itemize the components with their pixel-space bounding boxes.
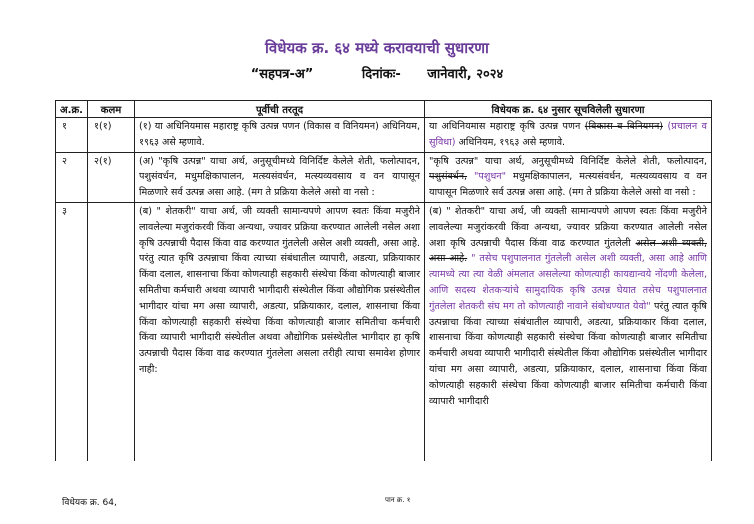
page-number: पान क्र. १	[385, 496, 411, 504]
cell-proposed-amendment	[425, 202, 712, 461]
column-header-old-provision: पूर्वीची तरतूद	[135, 101, 425, 118]
inserted-text: (प्रचालन व सुविधा)	[429, 121, 707, 148]
deleted-text: (विकास व विनियमन)	[584, 121, 664, 132]
amendment-text: अधिनियम, १९६३ असे म्हणावे.	[458, 136, 566, 148]
cell-clause: २(१)	[88, 152, 135, 202]
inserted-text: " तसेच पशुपालनात गुंतलेली असेल अशी व्यक्ती, असा आहे आणि त्यामध्ये त्या त्या वेळी अंमलात असलेल्या कोणत्याही कायद्यान्वये नोंदणी केलेला, आणि सदस्य शेतकऱ्यांचे सामुदायिक कृषि उत्पन्न घेयात तसेच पशुपालनात गुंतलेला शेतकरी संघ मग तो कोणत्याही नावाने संबोधण्यात येवो"	[429, 253, 707, 312]
table-header-row	[56, 101, 712, 118]
amendment-text: (ब) " शेतकरी" याचा अर्थ, जी व्यक्ती सामान्यपणे आपण स्वतः किंवा मजुरीने लावलेल्या मजुरांकरवी किंवा अन्यथा, ज्यावर प्रक्रिया करण्यात आलेली नसेल अशा कृषि उत्पन्नाची पैदास किंवा वाढ करण्यात गुंतलेली	[429, 205, 707, 249]
annexure-label: “सहपत्र-अ”	[250, 67, 314, 82]
cell-sr: १	[56, 118, 88, 153]
cell-clause	[88, 202, 135, 461]
cell-proposed-amendment	[425, 152, 712, 202]
amendment-text: या अधिनियमास महाराष्ट्र कृषि उत्पन्न पणन	[429, 121, 581, 132]
column-header-sr: अ.क्र.	[56, 101, 88, 118]
amendment-text: मधुमक्षिकापालन, मत्स्यसंवर्धन, मत्स्यव्यवसाय व वन यापासून मिळणारे सर्व उत्पन्न असा आहे. (मग ते प्रक्रिया केलेले असो वा नसो :	[429, 171, 707, 199]
deleted-text: असेल अशी व्यक्ती, असा आहे.	[429, 237, 707, 265]
cell-old-provision: (ब) " शेतकरी" याचा अर्थ, जी व्यक्ती सामान्यपणे आपण स्वतः किंवा मजुरीने लावलेल्या मजुरांकरवी किंवा अन्यथा, ज्यावर प्रक्रिया करण्यात आलेली नसेल अशा कृषि उत्पन्नाची पैदास किंवा वाढ करण्यात गुंतलेली असेल अशी व्यक्ती, असा आहे. परंतु त्यात कृषि उत्पन्नाचा किंवा त्याच्या संबंधातील व्यापारी, अडत्या, प्रक्रियाकार किंवा दलाल, शासनाचा किंवा कोणत्याही सहकारी संस्थेचा किंवा कोणत्याही बाजार समितीचा कर्मचारी अथवा व्यापारी भागीदारी संस्थेतील किंवा औद्योगिक प्रसंस्थेतील भागीदार यांचा मग असा व्यापारी, अडत्या, प्रक्रियाकार, दलाल, शासनाचा किंवा किंवा कोणत्याही सहकारी संस्थेचा किंवा कोणत्याही बाजार समितीचा कर्मचारी किंवा व्यापारी भागीदारी संस्थेतील अथवा औद्योगिक प्रसंस्थेतील भागीदार हा कृषि उत्पन्नाची पैदास किंवा वाढ करण्यात गुंतलेला असला तरीही त्याचा समावेश होणार नाही:	[135, 202, 425, 461]
table-row	[56, 118, 712, 153]
column-header-proposed-amendment: विधेयक क्र. ६४ नुसार सूचविलेली सुधारणा	[425, 101, 712, 118]
cell-sr: २	[56, 152, 88, 202]
document-title: विधेयक क्र. ६४ मध्ये करावयाची सुधारणा	[265, 39, 489, 57]
cell-proposed-amendment	[425, 118, 712, 153]
table-row	[56, 202, 712, 461]
cell-sr: ३	[56, 202, 88, 461]
amendment-text: परंतु त्यात कृषि उत्पन्नाचा किंवा त्याच्या संबंधातील व्यापारी, अडत्या, प्रक्रियाकार किंवा दलाल, शासनाचा किंवा कोणत्याही सहकारी संस्थेचा किंवा कोणत्याही बाजार समितीचा कर्मचारी अथवा व्यापारी भागीदारी संस्थेतील किंवा औद्योगिक प्रसंस्थेतील भागीदार यांचा मग असा व्यापारी, अडत्या, प्रक्रियाकार, दलाल, शासनाचा किंवा किंवा कोणत्याही सहकारी संस्थेचा किंवा कोणत्याही बाजार समितीचा कर्मचारी किंवा व्यापारी भागीदारी	[429, 300, 707, 407]
date-value: जानेवारी, २०२४	[427, 67, 504, 82]
column-header-clause: कलम	[88, 101, 135, 118]
amendment-text: "कृषि उत्पन्न" याचा अर्थ, अनुसूचीमध्ये विनिर्दिष्ट केलेले शेती, फलोत्पादन,	[429, 155, 707, 167]
cell-old-provision: (अ) "कृषि उत्पन्न" याचा अर्थ, अनुसूचीमध्ये विनिर्दिष्ट केलेले शेती, फलोत्पादन, पशुसंवर्धन, मधुमक्षिकापालन, मत्स्यसंवर्धन, मत्स्यव्यवसाय व वन यापासून मिळणारे सर्व उत्पन्न असा आहे. (मग ते प्रक्रिया केलेले असो वा नसो :	[135, 152, 425, 202]
footer-bill-number: विधेयक क्र. 64,	[62, 498, 117, 508]
table-row	[56, 152, 712, 202]
cell-old-provision: (१) या अधिनियमास महाराष्ट्र कृषि उत्पन्न पणन (विकास व विनियमन) अधिनियम, १९६३ असे म्हणावे.	[135, 118, 425, 153]
deleted-text: पशुसंवर्धन,	[429, 171, 468, 183]
amendment-table	[55, 100, 712, 461]
inserted-text: "पशुधन"	[474, 171, 507, 183]
cell-clause: १(१)	[88, 118, 135, 153]
date-label: दिनांकः-	[361, 67, 401, 82]
document-subtitle	[0, 64, 754, 82]
